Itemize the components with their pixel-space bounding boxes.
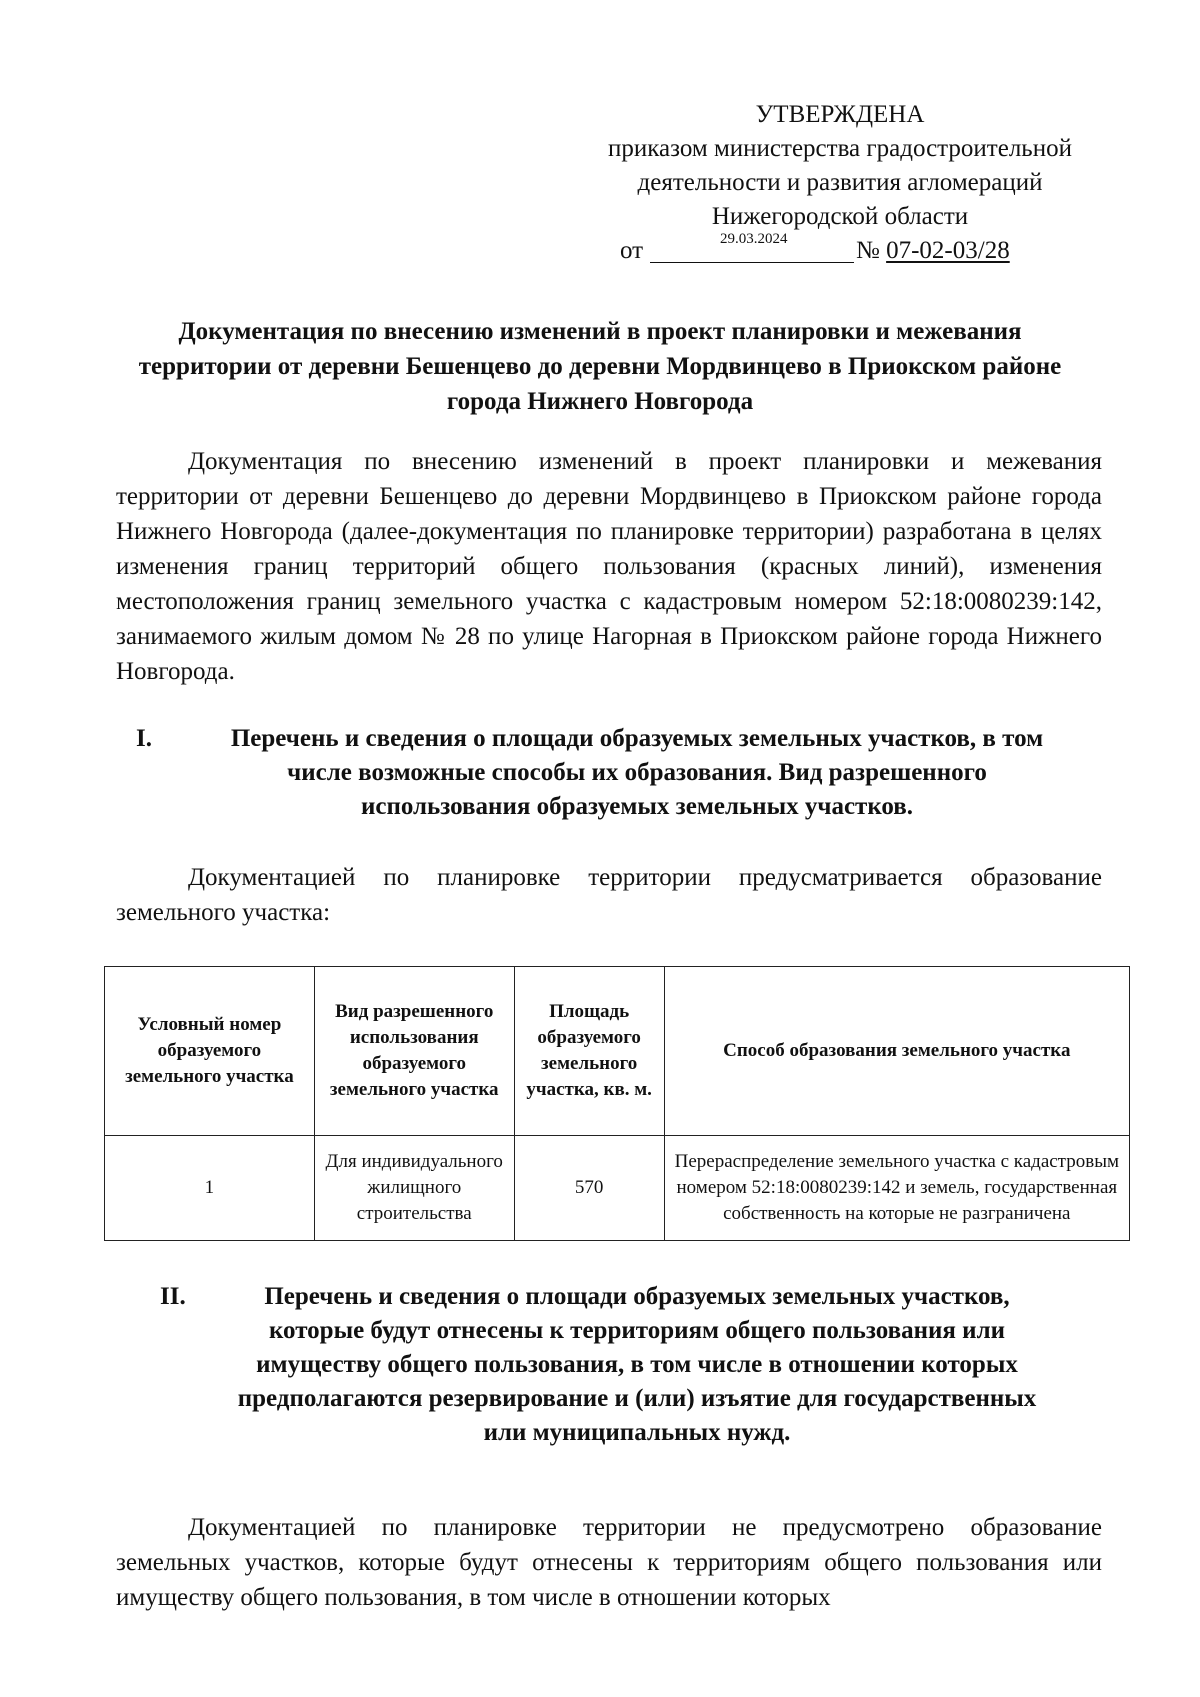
header-permitted-use: Вид разрешенного использования образуемого земельного участка: [314, 967, 514, 1136]
approval-line-2: деятельности и развития агломераций: [637, 169, 1043, 196]
cell-formation-method: Перераспределение земельного участка с кадастровым номером 52:18:0080239:142 и земель, государственная собственность на которые не разграничена: [664, 1136, 1129, 1241]
section-2-paragraph: Документацией по планировке территории не предусмотрено образование земельных участков, которые будут отнесены к территориям общего пользования или имуществу общего пользования, в том числе в отношении которых: [116, 1514, 1102, 1611]
cell-plot-number: 1: [105, 1136, 315, 1241]
section-1-title-line: использования образуемых земельных участков.: [360, 793, 914, 820]
section-2-title-line: или муниципальных нужд.: [483, 1419, 791, 1446]
approval-block: [540, 98, 1140, 234]
section-2-number: II.: [160, 1283, 186, 1310]
date-field: [650, 231, 854, 263]
approval-line-3: Нижегородской области: [711, 203, 969, 230]
date-prefix: от: [620, 237, 644, 264]
header-area: Площадь образуемого земельного участка, кв. м.: [514, 967, 664, 1136]
cell-permitted-use: Для индивидуального жилищного строительства: [314, 1136, 514, 1241]
document-title: Документация по внесению изменений в проект планировки и межевания территории от деревни Бешенцево до деревни Мордвинцево в Приокском районе города Нижнего Новгорода: [138, 318, 1062, 415]
section-1-title: [172, 722, 1102, 824]
section-2-title: [172, 1280, 1102, 1450]
section-2-title-line: имуществу общего пользования, в том числе в отношении которых: [256, 1351, 1018, 1378]
cell-area: 570: [514, 1136, 664, 1241]
section-1-number: I.: [136, 725, 152, 752]
section-1-title-line: числе возможные способы их образования. Вид разрешенного: [287, 759, 987, 786]
header-plot-number: Условный номер образуемого земельного участка: [105, 967, 315, 1136]
order-date: 29.03.2024: [720, 231, 788, 247]
header-formation-method: Способ образования земельного участка: [664, 967, 1129, 1136]
section-1-paragraph: Документацией по планировке территории предусматривается образование земельного участка:: [116, 864, 1102, 926]
approval-line-1: приказом министерства градостроительной: [608, 135, 1072, 162]
approval-status: УТВЕРЖДЕНА: [755, 101, 925, 128]
section-2-title-line: предполагаются резервирование и (или) изъятие для государственных: [237, 1385, 1037, 1412]
intro-paragraph: Документация по внесению изменений в проект планировки и межевания территории от деревни Бешенцево до деревни Мордвинцево в Приокском районе города Нижнего Новгорода (далее-документация по планировке территории) разработана в целях изменения границ территорий общего пользования (красных линий), изменения местоположения границ земельного участка с кадастровым номером 52:18:0080239:142, занимаемого жилым домом № 28 по улице Нагорная в Приокском районе города Нижнего Новгорода.: [116, 448, 1102, 685]
table-row: [105, 1136, 1130, 1241]
order-number: [856, 234, 1010, 268]
land-plots-table: [104, 966, 1130, 1241]
order-date-number-line: [620, 228, 1040, 262]
section-2-title-line: которые будут отнесены к территориям общего пользования или: [268, 1317, 1006, 1344]
number-value: 07-02-03/28: [886, 237, 1010, 264]
table-header-row: [105, 967, 1130, 1136]
section-2-title-line: Перечень и сведения о площади образуемых земельных участков,: [264, 1283, 1010, 1310]
section-1-title-line: Перечень и сведения о площади образуемых земельных участков, в том: [230, 725, 1044, 752]
number-prefix: №: [856, 237, 880, 264]
